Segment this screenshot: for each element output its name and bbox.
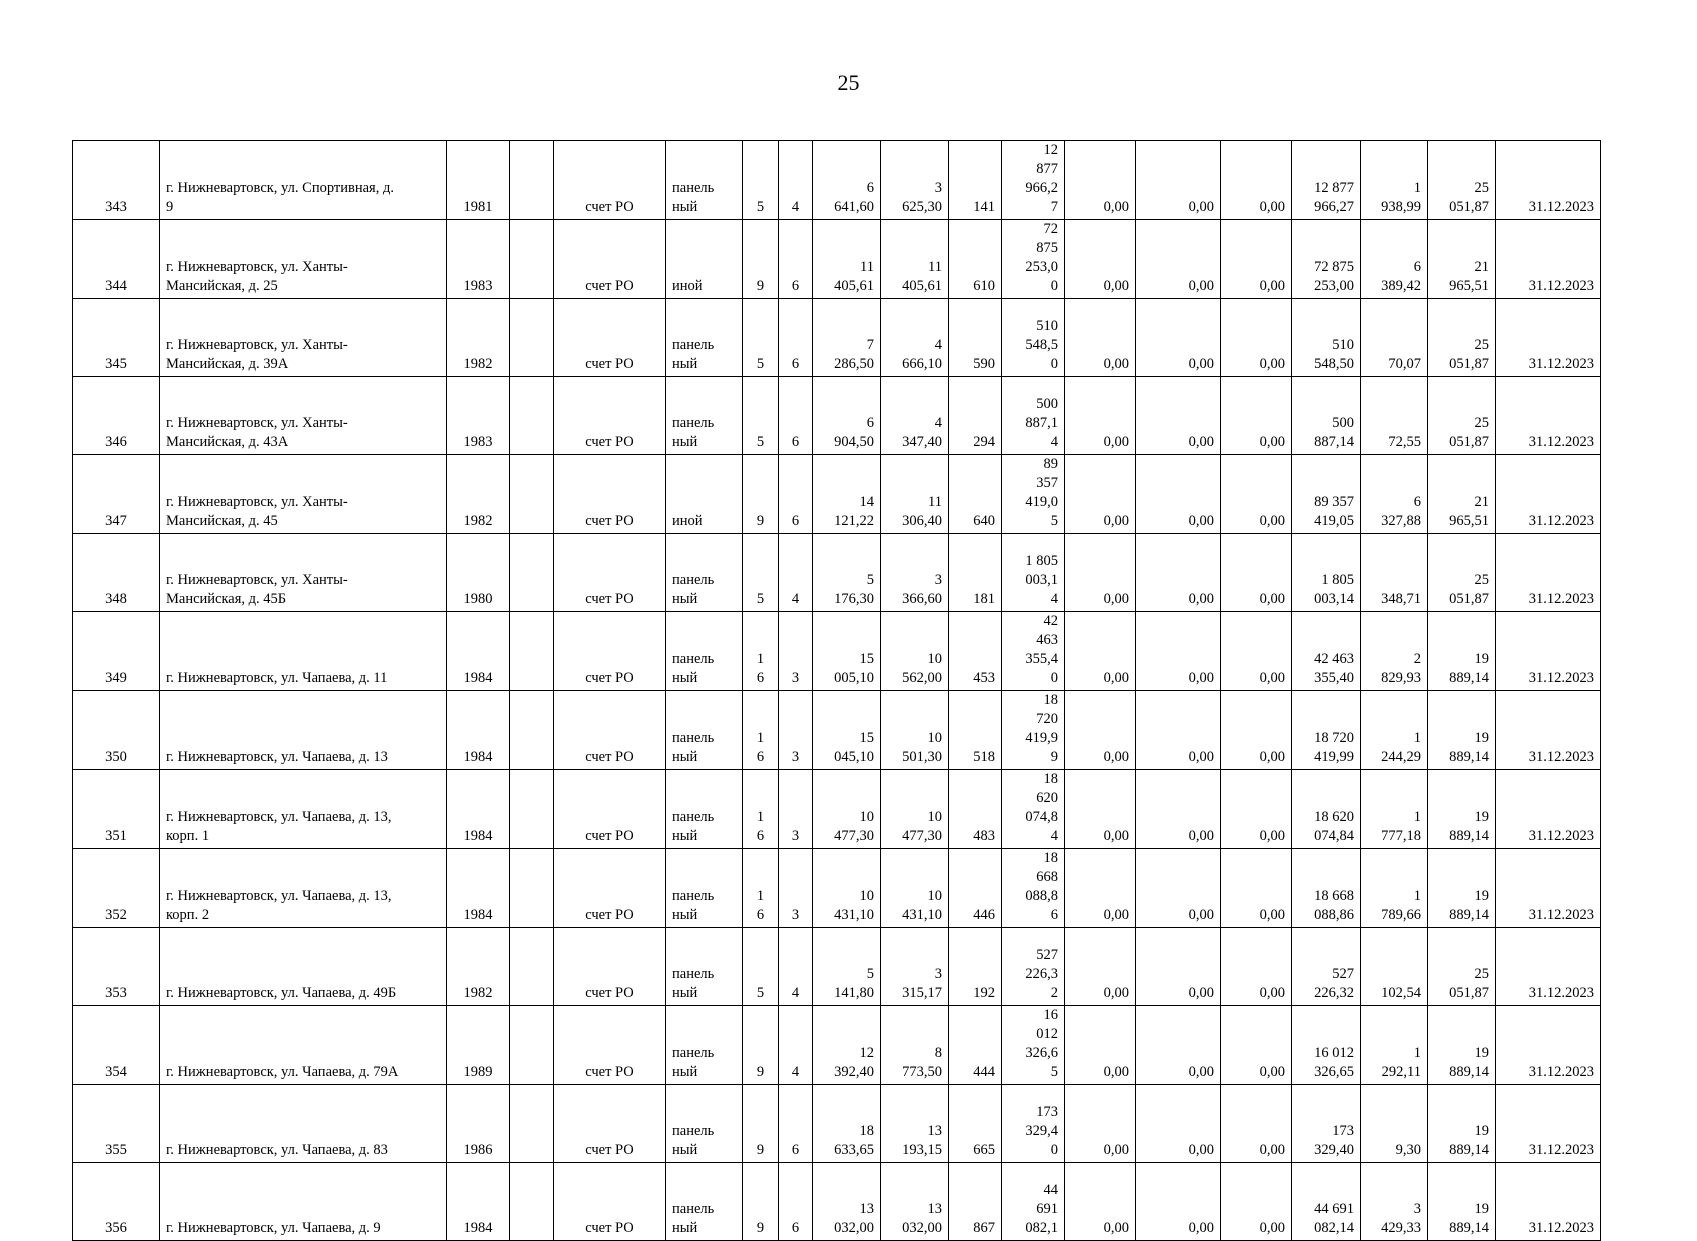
entrances-cell: 6 xyxy=(779,220,813,299)
funding-value-cell: 0,00 xyxy=(1136,534,1221,612)
owners-funds-cell: 173 329,40 xyxy=(1292,1085,1361,1163)
residents-cell: 518 xyxy=(949,691,1002,770)
total-area-cell: 5 141,80 xyxy=(813,928,881,1006)
completion-date-cell: 31.12.2023 xyxy=(1496,534,1601,612)
residents-cell: 294 xyxy=(949,377,1002,455)
table-row xyxy=(73,770,1601,849)
living-area-cell: 3 366,60 xyxy=(881,534,949,612)
row-number-cell: 349 xyxy=(73,612,160,691)
year-cell: 1982 xyxy=(447,455,510,534)
address-cell: г. Нижневартовск, ул. Ханты- Мансийская, д. 43А xyxy=(160,377,447,455)
cost-per-m2-cell: 70,07 xyxy=(1361,299,1428,377)
cost-per-m2-cell: 1 244,29 xyxy=(1361,691,1428,770)
cost-limit-cell: 25 051,87 xyxy=(1428,534,1496,612)
completion-date-cell: 31.12.2023 xyxy=(1496,377,1601,455)
total-cost-cell: 500 887,1 4 xyxy=(1002,377,1065,455)
funding-value-cell: 0,00 xyxy=(1065,691,1136,770)
table-row xyxy=(73,220,1601,299)
entrances-cell: 3 xyxy=(779,770,813,849)
owners-funds-cell: 500 887,14 xyxy=(1292,377,1361,455)
funding-value-cell: 0,00 xyxy=(1065,1085,1136,1163)
table-row xyxy=(73,377,1601,455)
funding-value-cell: 0,00 xyxy=(1065,141,1136,220)
owners-funds-cell: 18 620 074,84 xyxy=(1292,770,1361,849)
entrances-cell: 3 xyxy=(779,691,813,770)
table-row xyxy=(73,1085,1601,1163)
floors-cell: 9 xyxy=(743,455,779,534)
wall-material-cell: иной xyxy=(666,455,743,534)
table-row xyxy=(73,455,1601,534)
residents-cell: 590 xyxy=(949,299,1002,377)
wall-material-cell: панель ный xyxy=(666,928,743,1006)
account-cell: счет РО xyxy=(554,691,666,770)
cost-limit-cell: 19 889,14 xyxy=(1428,612,1496,691)
owners-funds-cell: 18 720 419,99 xyxy=(1292,691,1361,770)
funding-value-cell: 0,00 xyxy=(1221,377,1292,455)
owners-funds-cell: 12 877 966,27 xyxy=(1292,141,1361,220)
address-cell: г. Нижневартовск, ул. Чапаева, д. 11 xyxy=(160,612,447,691)
empty-cell xyxy=(510,377,554,455)
cost-limit-cell: 25 051,87 xyxy=(1428,141,1496,220)
page-number: 25 xyxy=(837,70,860,95)
residents-cell: 867 xyxy=(949,1163,1002,1241)
row-number-cell: 346 xyxy=(73,377,160,455)
funding-value-cell: 0,00 xyxy=(1065,928,1136,1006)
wall-material-cell: панель ный xyxy=(666,377,743,455)
funding-value-cell: 0,00 xyxy=(1065,1163,1136,1241)
living-area-cell: 3 315,17 xyxy=(881,928,949,1006)
empty-cell xyxy=(510,141,554,220)
funding-value-cell: 0,00 xyxy=(1221,1163,1292,1241)
funding-value-cell: 0,00 xyxy=(1136,1085,1221,1163)
total-cost-cell: 72 875 253,0 0 xyxy=(1002,220,1065,299)
empty-cell xyxy=(510,770,554,849)
total-cost-cell: 18 668 088,8 6 xyxy=(1002,849,1065,928)
living-area-cell: 11 405,61 xyxy=(881,220,949,299)
address-cell: г. Нижневартовск, ул. Чапаева, д. 79А xyxy=(160,1006,447,1085)
empty-cell xyxy=(510,849,554,928)
empty-cell xyxy=(510,299,554,377)
wall-material-cell: панель ный xyxy=(666,534,743,612)
row-number-cell: 351 xyxy=(73,770,160,849)
total-cost-cell: 173 329,4 0 xyxy=(1002,1085,1065,1163)
total-area-cell: 6 904,50 xyxy=(813,377,881,455)
completion-date-cell: 31.12.2023 xyxy=(1496,1085,1601,1163)
funding-value-cell: 0,00 xyxy=(1221,1006,1292,1085)
total-area-cell: 11 405,61 xyxy=(813,220,881,299)
account-cell: счет РО xyxy=(554,1085,666,1163)
cost-per-m2-cell: 6 327,88 xyxy=(1361,455,1428,534)
living-area-cell: 3 625,30 xyxy=(881,141,949,220)
empty-cell xyxy=(510,455,554,534)
funding-value-cell: 0,00 xyxy=(1136,770,1221,849)
funding-value-cell: 0,00 xyxy=(1136,691,1221,770)
entrances-cell: 3 xyxy=(779,849,813,928)
living-area-cell: 10 562,00 xyxy=(881,612,949,691)
floors-cell: 9 xyxy=(743,1163,779,1241)
wall-material-cell: панель ный xyxy=(666,612,743,691)
floors-cell: 1 6 xyxy=(743,691,779,770)
total-area-cell: 12 392,40 xyxy=(813,1006,881,1085)
entrances-cell: 4 xyxy=(779,534,813,612)
completion-date-cell: 31.12.2023 xyxy=(1496,849,1601,928)
funding-value-cell: 0,00 xyxy=(1221,534,1292,612)
funding-value-cell: 0,00 xyxy=(1065,455,1136,534)
row-number-cell: 356 xyxy=(73,1163,160,1241)
account-cell: счет РО xyxy=(554,534,666,612)
year-cell: 1989 xyxy=(447,1006,510,1085)
row-number-cell: 350 xyxy=(73,691,160,770)
wall-material-cell: панель ный xyxy=(666,141,743,220)
funding-value-cell: 0,00 xyxy=(1065,612,1136,691)
owners-funds-cell: 44 691 082,14 xyxy=(1292,1163,1361,1241)
empty-cell xyxy=(510,612,554,691)
total-cost-cell: 12 877 966,2 7 xyxy=(1002,141,1065,220)
empty-cell xyxy=(510,1085,554,1163)
total-cost-cell: 1 805 003,1 4 xyxy=(1002,534,1065,612)
funding-value-cell: 0,00 xyxy=(1065,770,1136,849)
entrances-cell: 6 xyxy=(779,1085,813,1163)
funding-value-cell: 0,00 xyxy=(1221,612,1292,691)
table-row xyxy=(73,1163,1601,1241)
cost-per-m2-cell: 1 789,66 xyxy=(1361,849,1428,928)
table-row xyxy=(73,1006,1601,1085)
account-cell: счет РО xyxy=(554,220,666,299)
funding-value-cell: 0,00 xyxy=(1136,928,1221,1006)
cost-per-m2-cell: 102,54 xyxy=(1361,928,1428,1006)
funding-value-cell: 0,00 xyxy=(1136,141,1221,220)
cost-limit-cell: 19 889,14 xyxy=(1428,849,1496,928)
address-cell: г. Нижневартовск, ул. Чапаева, д. 13 xyxy=(160,691,447,770)
funding-value-cell: 0,00 xyxy=(1136,1163,1221,1241)
row-number-cell: 354 xyxy=(73,1006,160,1085)
floors-cell: 5 xyxy=(743,299,779,377)
total-cost-cell: 89 357 419,0 5 xyxy=(1002,455,1065,534)
completion-date-cell: 31.12.2023 xyxy=(1496,455,1601,534)
empty-cell xyxy=(510,691,554,770)
total-area-cell: 7 286,50 xyxy=(813,299,881,377)
total-area-cell: 14 121,22 xyxy=(813,455,881,534)
owners-funds-cell: 72 875 253,00 xyxy=(1292,220,1361,299)
funding-value-cell: 0,00 xyxy=(1221,299,1292,377)
housing-registry-table xyxy=(72,140,1601,1241)
row-number-cell: 345 xyxy=(73,299,160,377)
floors-cell: 9 xyxy=(743,1085,779,1163)
funding-value-cell: 0,00 xyxy=(1221,928,1292,1006)
account-cell: счет РО xyxy=(554,299,666,377)
address-cell: г. Нижневартовск, ул. Чапаева, д. 49Б xyxy=(160,928,447,1006)
account-cell: счет РО xyxy=(554,770,666,849)
table-row xyxy=(73,612,1601,691)
owners-funds-cell: 42 463 355,40 xyxy=(1292,612,1361,691)
total-cost-cell: 510 548,5 0 xyxy=(1002,299,1065,377)
living-area-cell: 10 431,10 xyxy=(881,849,949,928)
wall-material-cell: иной xyxy=(666,220,743,299)
funding-value-cell: 0,00 xyxy=(1065,534,1136,612)
table-row xyxy=(73,849,1601,928)
row-number-cell: 353 xyxy=(73,928,160,1006)
funding-value-cell: 0,00 xyxy=(1065,220,1136,299)
table-row xyxy=(73,141,1601,220)
cost-per-m2-cell: 348,71 xyxy=(1361,534,1428,612)
wall-material-cell: панель ный xyxy=(666,849,743,928)
owners-funds-cell: 18 668 088,86 xyxy=(1292,849,1361,928)
year-cell: 1984 xyxy=(447,849,510,928)
residents-cell: 181 xyxy=(949,534,1002,612)
account-cell: счет РО xyxy=(554,141,666,220)
completion-date-cell: 31.12.2023 xyxy=(1496,1163,1601,1241)
table-row xyxy=(73,691,1601,770)
row-number-cell: 344 xyxy=(73,220,160,299)
floors-cell: 1 6 xyxy=(743,612,779,691)
wall-material-cell: панель ный xyxy=(666,691,743,770)
residents-cell: 665 xyxy=(949,1085,1002,1163)
wall-material-cell: панель ный xyxy=(666,1085,743,1163)
total-area-cell: 10 477,30 xyxy=(813,770,881,849)
total-cost-cell: 527 226,3 2 xyxy=(1002,928,1065,1006)
wall-material-cell: панель ный xyxy=(666,770,743,849)
residents-cell: 453 xyxy=(949,612,1002,691)
living-area-cell: 13 032,00 xyxy=(881,1163,949,1241)
account-cell: счет РО xyxy=(554,377,666,455)
cost-limit-cell: 21 965,51 xyxy=(1428,455,1496,534)
funding-value-cell: 0,00 xyxy=(1065,849,1136,928)
funding-value-cell: 0,00 xyxy=(1136,1006,1221,1085)
living-area-cell: 8 773,50 xyxy=(881,1006,949,1085)
account-cell: счет РО xyxy=(554,849,666,928)
funding-value-cell: 0,00 xyxy=(1221,691,1292,770)
floors-cell: 9 xyxy=(743,1006,779,1085)
cost-limit-cell: 19 889,14 xyxy=(1428,1085,1496,1163)
living-area-cell: 13 193,15 xyxy=(881,1085,949,1163)
cost-limit-cell: 19 889,14 xyxy=(1428,1163,1496,1241)
row-number-cell: 352 xyxy=(73,849,160,928)
residents-cell: 483 xyxy=(949,770,1002,849)
total-cost-cell: 16 012 326,6 5 xyxy=(1002,1006,1065,1085)
address-cell: г. Нижневартовск, ул. Ханты- Мансийская, д. 25 xyxy=(160,220,447,299)
row-number-cell: 348 xyxy=(73,534,160,612)
floors-cell: 5 xyxy=(743,928,779,1006)
year-cell: 1983 xyxy=(447,220,510,299)
cost-per-m2-cell: 2 829,93 xyxy=(1361,612,1428,691)
entrances-cell: 4 xyxy=(779,141,813,220)
funding-value-cell: 0,00 xyxy=(1136,455,1221,534)
address-cell: г. Нижневартовск, ул. Чапаева, д. 13, корп. 2 xyxy=(160,849,447,928)
floors-cell: 5 xyxy=(743,377,779,455)
total-cost-cell: 44 691 082,1 xyxy=(1002,1163,1065,1241)
residents-cell: 610 xyxy=(949,220,1002,299)
cost-per-m2-cell: 1 292,11 xyxy=(1361,1006,1428,1085)
total-area-cell: 6 641,60 xyxy=(813,141,881,220)
account-cell: счет РО xyxy=(554,455,666,534)
cost-limit-cell: 25 051,87 xyxy=(1428,928,1496,1006)
cost-per-m2-cell: 1 938,99 xyxy=(1361,141,1428,220)
address-cell: г. Нижневартовск, ул. Чапаева, д. 9 xyxy=(160,1163,447,1241)
funding-value-cell: 0,00 xyxy=(1221,770,1292,849)
account-cell: счет РО xyxy=(554,1163,666,1241)
funding-value-cell: 0,00 xyxy=(1065,377,1136,455)
year-cell: 1984 xyxy=(447,612,510,691)
account-cell: счет РО xyxy=(554,1006,666,1085)
residents-cell: 192 xyxy=(949,928,1002,1006)
residents-cell: 640 xyxy=(949,455,1002,534)
row-number-cell: 355 xyxy=(73,1085,160,1163)
funding-value-cell: 0,00 xyxy=(1221,1085,1292,1163)
cost-per-m2-cell: 9,30 xyxy=(1361,1085,1428,1163)
funding-value-cell: 0,00 xyxy=(1221,455,1292,534)
table-body xyxy=(73,141,1601,1241)
cost-limit-cell: 19 889,14 xyxy=(1428,770,1496,849)
total-area-cell: 13 032,00 xyxy=(813,1163,881,1241)
empty-cell xyxy=(510,220,554,299)
owners-funds-cell: 510 548,50 xyxy=(1292,299,1361,377)
funding-value-cell: 0,00 xyxy=(1136,377,1221,455)
entrances-cell: 6 xyxy=(779,455,813,534)
funding-value-cell: 0,00 xyxy=(1221,141,1292,220)
cost-limit-cell: 19 889,14 xyxy=(1428,1006,1496,1085)
address-cell: г. Нижневартовск, ул. Ханты- Мансийская, д. 39А xyxy=(160,299,447,377)
living-area-cell: 10 501,30 xyxy=(881,691,949,770)
empty-cell xyxy=(510,928,554,1006)
year-cell: 1984 xyxy=(447,691,510,770)
empty-cell xyxy=(510,1163,554,1241)
floors-cell: 1 6 xyxy=(743,849,779,928)
completion-date-cell: 31.12.2023 xyxy=(1496,1006,1601,1085)
owners-funds-cell: 16 012 326,65 xyxy=(1292,1006,1361,1085)
funding-value-cell: 0,00 xyxy=(1065,1006,1136,1085)
owners-funds-cell: 89 357 419,05 xyxy=(1292,455,1361,534)
cost-per-m2-cell: 6 389,42 xyxy=(1361,220,1428,299)
funding-value-cell: 0,00 xyxy=(1221,220,1292,299)
total-area-cell: 10 431,10 xyxy=(813,849,881,928)
table-row xyxy=(73,928,1601,1006)
entrances-cell: 4 xyxy=(779,928,813,1006)
completion-date-cell: 31.12.2023 xyxy=(1496,299,1601,377)
living-area-cell: 11 306,40 xyxy=(881,455,949,534)
total-area-cell: 18 633,65 xyxy=(813,1085,881,1163)
table-row xyxy=(73,299,1601,377)
account-cell: счет РО xyxy=(554,612,666,691)
completion-date-cell: 31.12.2023 xyxy=(1496,612,1601,691)
total-area-cell: 15 005,10 xyxy=(813,612,881,691)
year-cell: 1983 xyxy=(447,377,510,455)
row-number-cell: 343 xyxy=(73,141,160,220)
total-cost-cell: 18 720 419,9 9 xyxy=(1002,691,1065,770)
funding-value-cell: 0,00 xyxy=(1065,299,1136,377)
entrances-cell: 3 xyxy=(779,612,813,691)
address-cell: г. Нижневартовск, ул. Чапаева, д. 83 xyxy=(160,1085,447,1163)
year-cell: 1982 xyxy=(447,928,510,1006)
completion-date-cell: 31.12.2023 xyxy=(1496,770,1601,849)
entrances-cell: 6 xyxy=(779,377,813,455)
year-cell: 1980 xyxy=(447,534,510,612)
living-area-cell: 4 347,40 xyxy=(881,377,949,455)
living-area-cell: 4 666,10 xyxy=(881,299,949,377)
table-row xyxy=(73,534,1601,612)
wall-material-cell: панель ный xyxy=(666,1006,743,1085)
owners-funds-cell: 527 226,32 xyxy=(1292,928,1361,1006)
address-cell: г. Нижневартовск, ул. Ханты- Мансийская, д. 45 xyxy=(160,455,447,534)
entrances-cell: 6 xyxy=(779,299,813,377)
address-cell: г. Нижневартовск, ул. Ханты- Мансийская, д. 45Б xyxy=(160,534,447,612)
funding-value-cell: 0,00 xyxy=(1136,299,1221,377)
residents-cell: 444 xyxy=(949,1006,1002,1085)
cost-per-m2-cell: 1 777,18 xyxy=(1361,770,1428,849)
total-area-cell: 15 045,10 xyxy=(813,691,881,770)
completion-date-cell: 31.12.2023 xyxy=(1496,220,1601,299)
address-cell: г. Нижневартовск, ул. Чапаева, д. 13, корп. 1 xyxy=(160,770,447,849)
completion-date-cell: 31.12.2023 xyxy=(1496,141,1601,220)
cost-limit-cell: 25 051,87 xyxy=(1428,377,1496,455)
cost-per-m2-cell: 3 429,33 xyxy=(1361,1163,1428,1241)
total-cost-cell: 18 620 074,8 4 xyxy=(1002,770,1065,849)
floors-cell: 5 xyxy=(743,534,779,612)
cost-per-m2-cell: 72,55 xyxy=(1361,377,1428,455)
wall-material-cell: панель ный xyxy=(666,1163,743,1241)
residents-cell: 141 xyxy=(949,141,1002,220)
entrances-cell: 4 xyxy=(779,1006,813,1085)
living-area-cell: 10 477,30 xyxy=(881,770,949,849)
year-cell: 1986 xyxy=(447,1085,510,1163)
funding-value-cell: 0,00 xyxy=(1136,612,1221,691)
floors-cell: 1 6 xyxy=(743,770,779,849)
cost-limit-cell: 21 965,51 xyxy=(1428,220,1496,299)
completion-date-cell: 31.12.2023 xyxy=(1496,928,1601,1006)
floors-cell: 5 xyxy=(743,141,779,220)
address-cell: г. Нижневартовск, ул. Спортивная, д. 9 xyxy=(160,141,447,220)
entrances-cell: 6 xyxy=(779,1163,813,1241)
total-cost-cell: 42 463 355,4 0 xyxy=(1002,612,1065,691)
row-number-cell: 347 xyxy=(73,455,160,534)
funding-value-cell: 0,00 xyxy=(1221,849,1292,928)
year-cell: 1984 xyxy=(447,1163,510,1241)
cost-limit-cell: 25 051,87 xyxy=(1428,299,1496,377)
residents-cell: 446 xyxy=(949,849,1002,928)
funding-value-cell: 0,00 xyxy=(1136,849,1221,928)
wall-material-cell: панель ный xyxy=(666,299,743,377)
account-cell: счет РО xyxy=(554,928,666,1006)
owners-funds-cell: 1 805 003,14 xyxy=(1292,534,1361,612)
total-area-cell: 5 176,30 xyxy=(813,534,881,612)
year-cell: 1982 xyxy=(447,299,510,377)
cost-limit-cell: 19 889,14 xyxy=(1428,691,1496,770)
empty-cell xyxy=(510,534,554,612)
floors-cell: 9 xyxy=(743,220,779,299)
funding-value-cell: 0,00 xyxy=(1136,220,1221,299)
year-cell: 1984 xyxy=(447,770,510,849)
empty-cell xyxy=(510,1006,554,1085)
completion-date-cell: 31.12.2023 xyxy=(1496,691,1601,770)
year-cell: 1981 xyxy=(447,141,510,220)
